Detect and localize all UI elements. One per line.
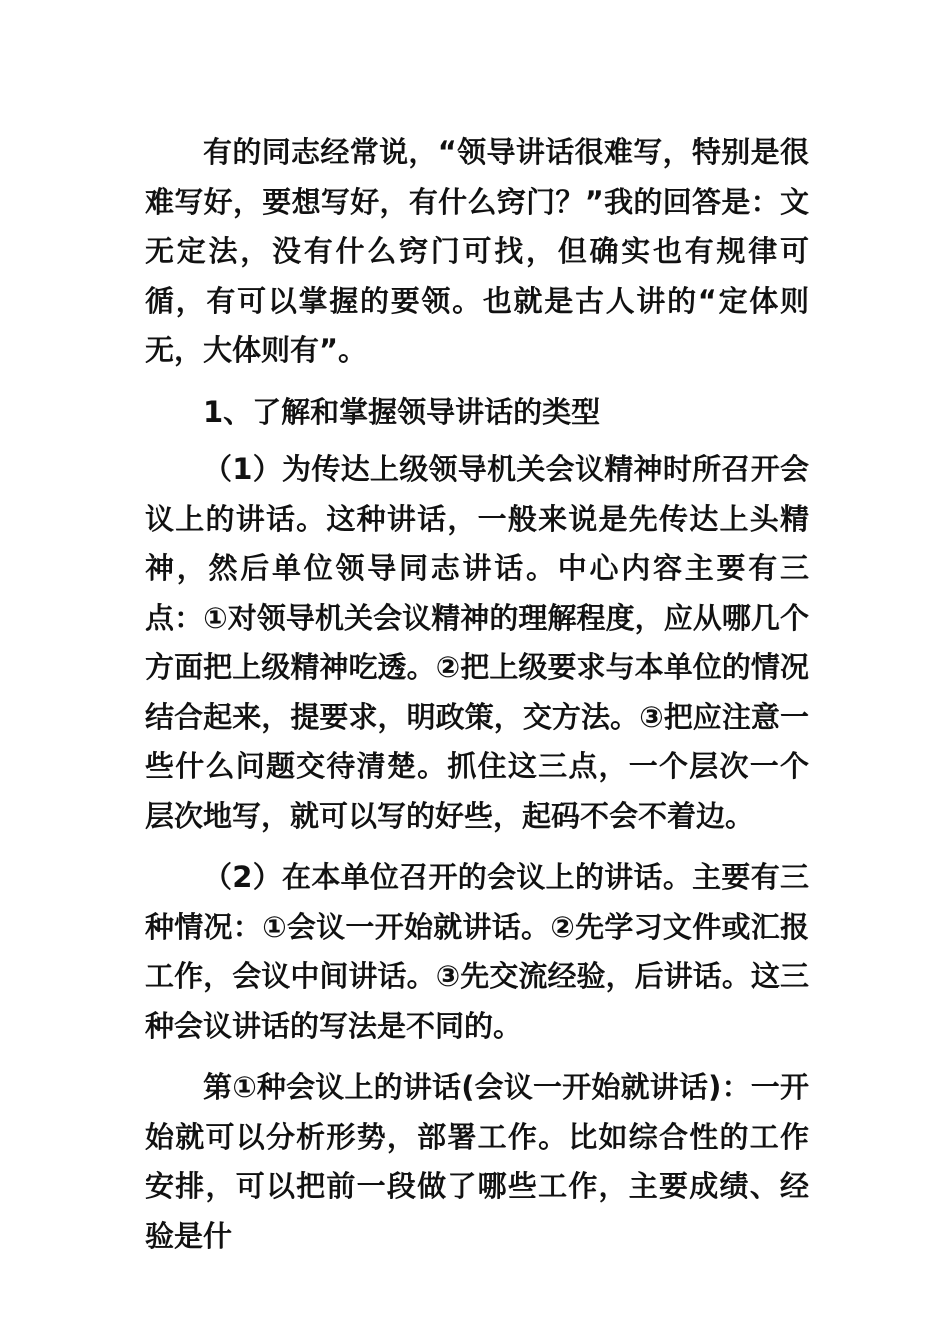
paragraph-intro: 有的同志经常说，“领导讲话很难写，特别是很难写好，要想写好，有什么窍门？”我的回答是：文无定法，没有什么窍门可找，但确实也有规律可循，有可以掌握的要领。也就是古人讲的“定体则无，大体则有”。 [145, 135, 809, 367]
paragraph-meeting-type-1: 第①种会议上的讲话(会议一开始就讲话)：一开始就可以分析形势，部署工作。比如综合性的工作安排，可以把前一段做了哪些工作，主要成绩、经验是什 [145, 1070, 809, 1253]
paragraph-type-1: （1）为传达上级领导机关会议精神时所召开会议上的讲话。这种讲话，一般来说是先传达上头精神，然后单位领导同志讲话。中心内容主要有三点：①对领导机关会议精神的理解程度，应从哪几个方面把上级精神吃透。②把上级要求与本单位的情况结合起来，提要求，明政策，交方法。③把应注意一些什么问题交待清楚。抓住这三点，一个层次一个层次地写，就可以写的好些，起码不会不着边。 [145, 452, 809, 833]
document-page [145, 128, 809, 1273]
paragraph-type-2: （2）在本单位召开的会议上的讲话。主要有三种情况：①会议一开始就讲话。②先学习文件或汇报工作，会议中间讲话。③先交流经验，后讲话。这三种会议讲话的写法是不同的。 [145, 860, 809, 1043]
section-heading: 1、了解和掌握领导讲话的类型 [203, 394, 601, 429]
